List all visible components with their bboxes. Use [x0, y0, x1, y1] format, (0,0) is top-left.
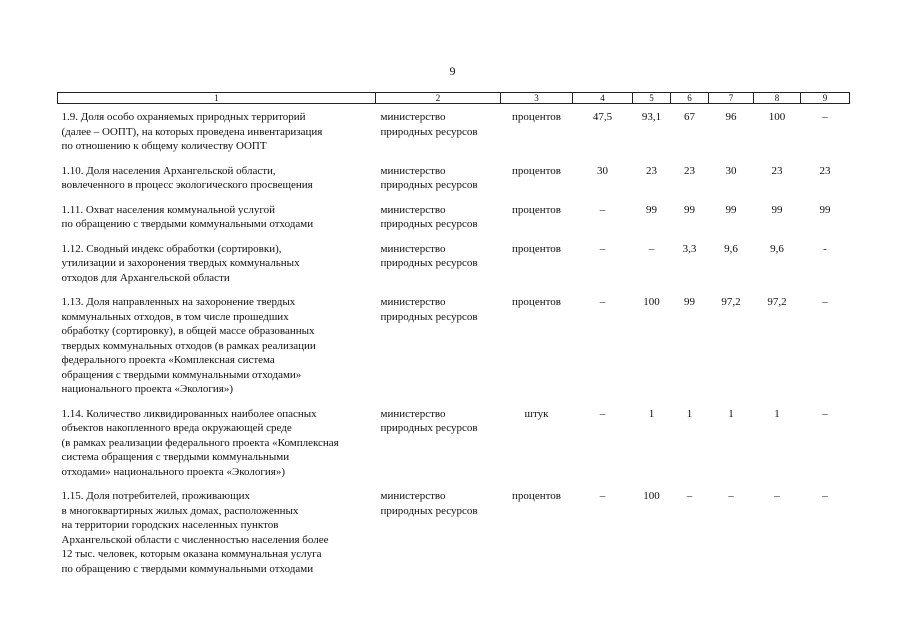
unit-cell: процентов [512, 296, 561, 308]
executor-cell: министерство природных ресурсов [380, 407, 478, 434]
unit-cell: процентов [512, 111, 561, 123]
value-cell: 3,3 [682, 242, 697, 255]
value-cell: – [822, 490, 828, 502]
value-cell: 9,6 [770, 242, 784, 255]
unit-cell: штук [524, 407, 549, 420]
value-cell: 47,5 [592, 111, 613, 123]
unit-cell: процентов [512, 490, 561, 502]
table-row [58, 401, 850, 484]
header-col-2: 2 [376, 93, 501, 104]
value-cell: 23 [646, 164, 657, 177]
value-cell: – [686, 490, 693, 502]
header-col-4: 4 [573, 93, 633, 104]
indicator-name: 1.11. Охват населения коммунальной услугой по обращению с твердыми коммунальными отходами [61, 203, 314, 230]
value-cell: – [728, 490, 734, 502]
executor-cell: министерство природных ресурсов [380, 296, 478, 323]
value-cell: 1 [728, 407, 734, 420]
value-cell: 30 [725, 164, 737, 177]
executor-cell: министерство природных ресурсов [380, 490, 478, 517]
value-cell: 1 [774, 407, 780, 420]
indicator-name: 1.12. Сводный индекс обработки (сортировки), утилизации и захоронения твердых коммунальных отходов для Архангельской области [61, 242, 300, 284]
value-cell: 100 [643, 490, 660, 502]
value-cell: 30 [597, 164, 608, 177]
unit-cell: процентов [512, 164, 561, 177]
executor-cell: министерство природных ресурсов [380, 242, 478, 269]
table-row [58, 289, 850, 401]
value-cell: 96 [725, 111, 737, 123]
table-row [58, 236, 850, 290]
value-cell: 1 [686, 407, 693, 420]
table-header-row [58, 93, 850, 104]
value-cell: 23 [819, 164, 831, 177]
executor-cell: министерство природных ресурсов [380, 164, 478, 191]
header-col-5: 5 [633, 93, 671, 104]
value-cell: 99 [725, 203, 737, 216]
value-cell: – [822, 111, 828, 123]
value-cell: – [599, 296, 606, 308]
header-col-1: 1 [58, 93, 376, 104]
page-number: 9 [449, 64, 456, 78]
indicator-name: 1.14. Количество ликвидированных наиболее опасных объектов накопленного вреда окружающей среде (в рамках реализации федерального проекта «Комплексная система обращения с твердыми коммунальными отходами» национального проекта «Экология») [61, 407, 339, 478]
header-col-8: 8 [754, 93, 801, 104]
value-cell: 93,1 [641, 111, 662, 123]
value-cell: - [823, 242, 827, 255]
value-cell: 99 [684, 296, 695, 308]
value-cell: – [599, 490, 606, 502]
value-cell: 100 [643, 296, 660, 308]
value-cell: – [599, 203, 606, 216]
value-cell: 1 [648, 407, 655, 420]
header-col-6: 6 [671, 93, 709, 104]
indicator-name: 1.10. Доля населения Архангельской области, вовлеченного в процесс экологического просвещения [61, 164, 313, 191]
value-cell: – [822, 296, 828, 308]
table-row [58, 483, 850, 580]
table-row [58, 104, 850, 158]
table-row [58, 158, 850, 197]
indicator-name: 1.15. Доля потребителей, проживающих в многоквартирных жилых домах, расположенных на территории городских населенных пунктов Архангельской области с численностью населения более 12 тыс. человек, которым оказана коммунальная услуга по обращению с твердыми коммунальными отходами [61, 490, 329, 575]
value-cell: 97,2 [721, 296, 741, 308]
value-cell: 99 [684, 203, 695, 216]
value-cell: 99 [819, 203, 831, 216]
executor-cell: министерство природных ресурсов [380, 111, 478, 138]
header-col-9: 9 [801, 93, 850, 104]
value-cell: – [599, 242, 606, 255]
unit-cell: процентов [512, 203, 561, 216]
indicator-name: 1.9. Доля особо охраняемых природных территорий (далее – ООПТ), на которых проведена инвентаризация по отношению к общему количеству ООПТ [61, 111, 323, 152]
value-cell: 99 [771, 203, 783, 216]
table-row [58, 197, 850, 236]
value-cell: 9,6 [724, 242, 738, 255]
unit-cell: процентов [512, 242, 561, 255]
executor-cell: министерство природных ресурсов [380, 203, 478, 230]
value-cell: – [774, 490, 780, 502]
value-cell: – [648, 242, 655, 255]
indicator-name: 1.13. Доля направленных на захоронение твердых коммунальных отходов, в том числе прошедших обработку (сортировку), в общей массе образованных твердых коммунальных отходов (в рамках реализации федерального проекта «Комплексная система обращения с твердыми коммунальными отходами» национального проекта «Экология») [61, 296, 316, 395]
value-cell: 100 [768, 111, 786, 123]
value-cell: 23 [771, 164, 783, 177]
value-cell: – [599, 407, 606, 420]
value-cell: 97,2 [767, 296, 787, 308]
value-cell: 99 [646, 203, 657, 216]
value-cell: 67 [684, 111, 695, 123]
value-cell: 23 [684, 164, 695, 177]
header-col-7: 7 [709, 93, 754, 104]
indicators-table [57, 92, 850, 580]
value-cell: – [822, 407, 828, 420]
header-col-3: 3 [501, 93, 573, 104]
